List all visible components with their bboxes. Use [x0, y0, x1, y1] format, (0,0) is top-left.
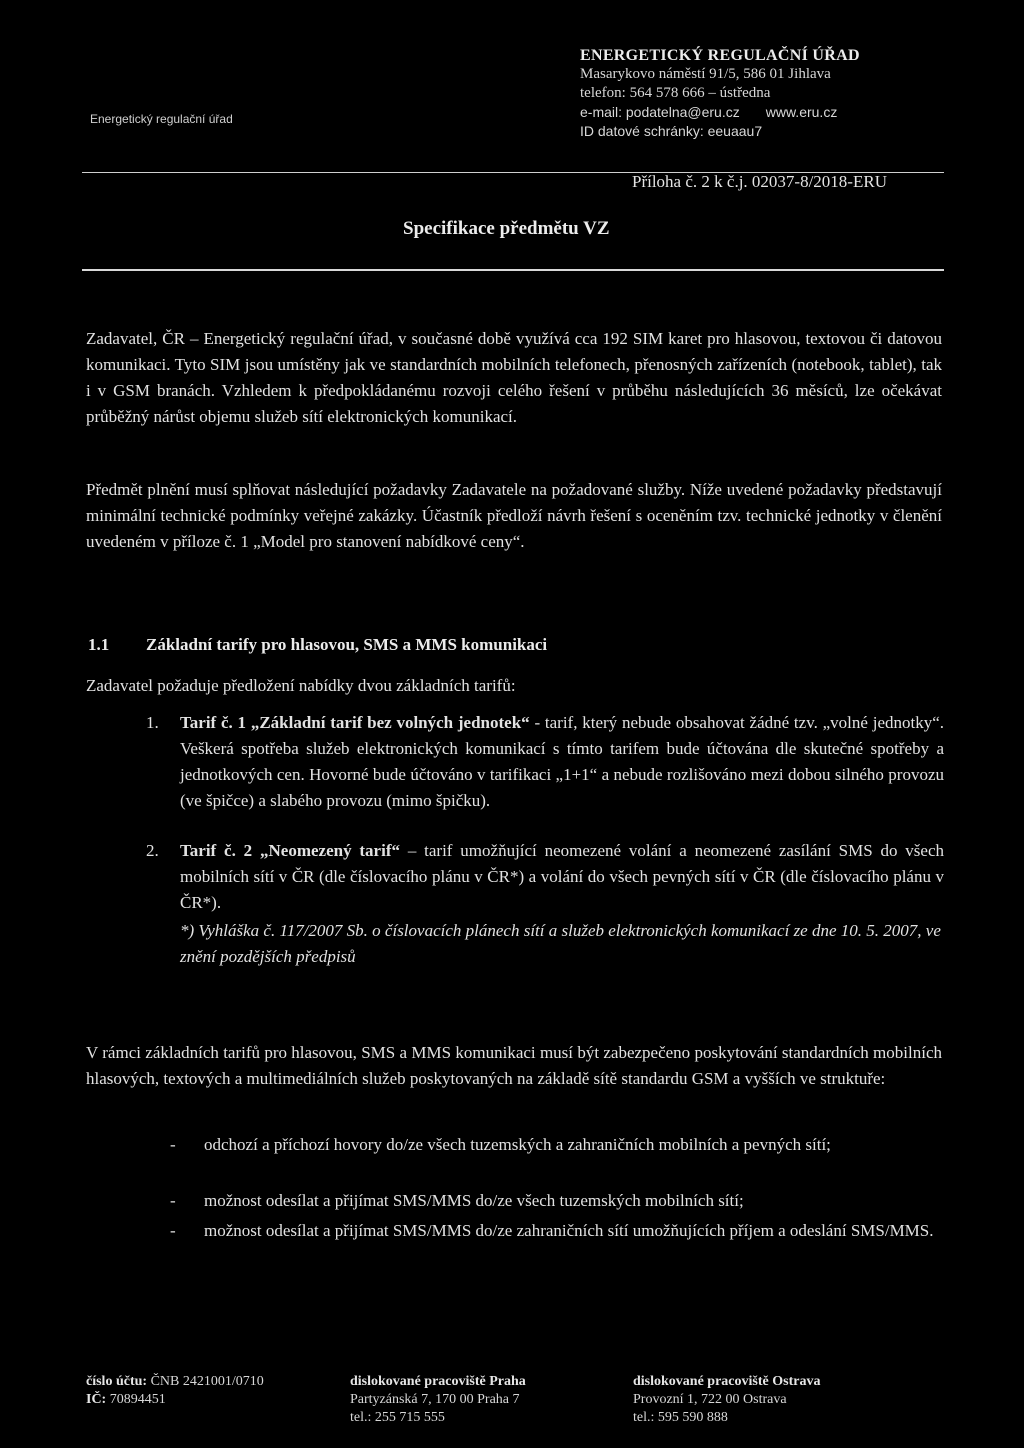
footer-praha-office	[350, 1373, 526, 1427]
praha-title: dislokované pracoviště Praha	[350, 1374, 526, 1389]
section-heading	[88, 635, 547, 655]
legal-footnote: *) Vyhláška č. 117/2007 Sb. o číslovacích plánech sítí a služeb elektronických komunikací ze dne 10. 5. 2007, ve znění pozdějších předpisů	[180, 921, 941, 966]
header-address-block	[580, 46, 860, 141]
intro-paragraph-1-text: Zadavatel, ČR – Energetický regulační úřad, v současné době využívá cca 192 SIM karet pro hlasovou, textovou či datovou komunikaci. Tyto SIM jsou umístěny jak ve standardních mobilních telefonech, přenosných zařízeních (notebook, tablet), tak i v GSM branách. Vzhledem k předpokládanému rozvoji celého řešení v průběhu následujících 36 měsíců, lze očekávat průběžný nárůst objemu služeb sítí elektronických komunikací.	[86, 329, 942, 426]
footer-ostrava-office	[633, 1373, 820, 1427]
footer-bank-info	[86, 1373, 264, 1409]
account-label: číslo účtu:	[86, 1374, 148, 1389]
ostrava-title: dislokované pracoviště Ostrava	[633, 1374, 821, 1389]
list-item-text: možnost odesílat a přijímat SMS/MMS do/ze zahraničních sítí umožňujících příjem a odeslání SMS/MMS.	[204, 1221, 934, 1240]
list-item-text: možnost odesílat a přijímat SMS/MMS do/ze všech tuzemských mobilních sítí;	[204, 1191, 744, 1210]
list-item	[170, 1218, 942, 1244]
list-marker: 1.	[146, 713, 159, 732]
section-intro: Zadavatel požaduje předložení nabídky dvou základních tarifů:	[86, 676, 516, 695]
dash-marker: -	[170, 1191, 176, 1210]
document-reference: Příloha č. 2 k č.j. 02037-8/2018-ERU	[632, 172, 887, 191]
org-address: Masarykovo náměstí 91/5, 586 01 Jihlava	[580, 66, 831, 82]
tariff-description: - tarif, který nebude obsahovat žádné tzv. „volné jednotky“. Veškerá spotřeba služeb elektronických komunikací s tímto tarifem bude účtována dle skutečné spotřeby a jednotkových cen. Hovorné bude účtováno v tarifikaci „1+1“ a nebude rozlišováno mezi dobou silného provozu (ve špičce) a slabého provozu (mimo špičku).	[180, 713, 945, 810]
intro-paragraph-2-text: Předmět plnění musí splňovat následující požadavky Zadavatele na požadované služby. Níže uvedené požadavky představují minimální technické podmínky veřejné zakázky. Účastník předloží návrh řešení s oceněním tzv. technické jednotky v členění uvedeném v příloze č. 1 „Model pro stanovení nabídkové ceny“.	[86, 480, 942, 551]
org-email: e-mail: podatelna@eru.cz	[580, 104, 740, 120]
intro-paragraph-2	[86, 477, 942, 555]
ostrava-phone: tel.: 595 590 888	[633, 1410, 728, 1425]
structure-paragraph-text: V rámci základních tarifů pro hlasovou, SMS a MMS komunikaci musí být zabezpečeno poskytování standardních mobilních hlasových, textových a multimediálních služeb poskytovaných na základě sítě standardu GSM a vyšších ve struktuře:	[86, 1043, 942, 1088]
list-marker: 2.	[146, 841, 159, 860]
tariff-name: Tarif č. 1 „Základní tarif bez volných jednotek“	[180, 713, 530, 732]
list-item	[170, 1188, 942, 1214]
list-item	[170, 1132, 942, 1158]
list-item-text: odchozí a příchozí hovory do/ze všech tuzemských a zahraničních mobilních a pevných sítí;	[204, 1135, 831, 1154]
tariff-description: – tarif umožňující neomezené volání a neomezené zasílání SMS do všech mobilních sítí v ČR (dle číslovacího plánu v ČR*) a volání do všech pevných sítí v ČR (dle číslovacího plánu v ČR*).	[180, 841, 945, 912]
structure-paragraph	[86, 1040, 942, 1092]
org-name: ENERGETICKÝ REGULAČNÍ ÚŘAD	[580, 47, 860, 64]
org-web-link[interactable]: www.eru.cz	[765, 104, 838, 120]
section-title: Základní tarify pro hlasovou, SMS a MMS komunikaci	[146, 635, 548, 654]
praha-address: Partyzánská 7, 170 00 Praha 7	[350, 1392, 520, 1407]
ico-value: 70894451	[106, 1392, 166, 1407]
dash-marker: -	[170, 1221, 176, 1240]
title-divider	[82, 269, 944, 271]
tariff-item-1	[146, 710, 944, 814]
org-phone: telefon: 564 578 666 – ústředna	[580, 85, 771, 101]
ostrava-address: Provozní 1, 722 00 Ostrava	[633, 1392, 787, 1407]
intro-paragraph-1	[86, 326, 942, 430]
praha-phone: tel.: 255 715 555	[350, 1410, 445, 1425]
tariff-name: Tarif č. 2 „Neomezený tarif“	[180, 841, 400, 860]
header-left-label: Energetický regulační úřad	[90, 112, 233, 126]
section-number: 1.1	[88, 635, 110, 654]
tariff-item-2	[146, 838, 944, 916]
account-value: ČNB 2421001/0710	[147, 1374, 264, 1389]
ico-label: IČ:	[86, 1392, 107, 1407]
org-data-box: ID datové schránky: eeuaau7	[580, 123, 763, 139]
document-title: Specifikace předmětu VZ	[403, 218, 610, 239]
dash-marker: -	[170, 1135, 176, 1154]
